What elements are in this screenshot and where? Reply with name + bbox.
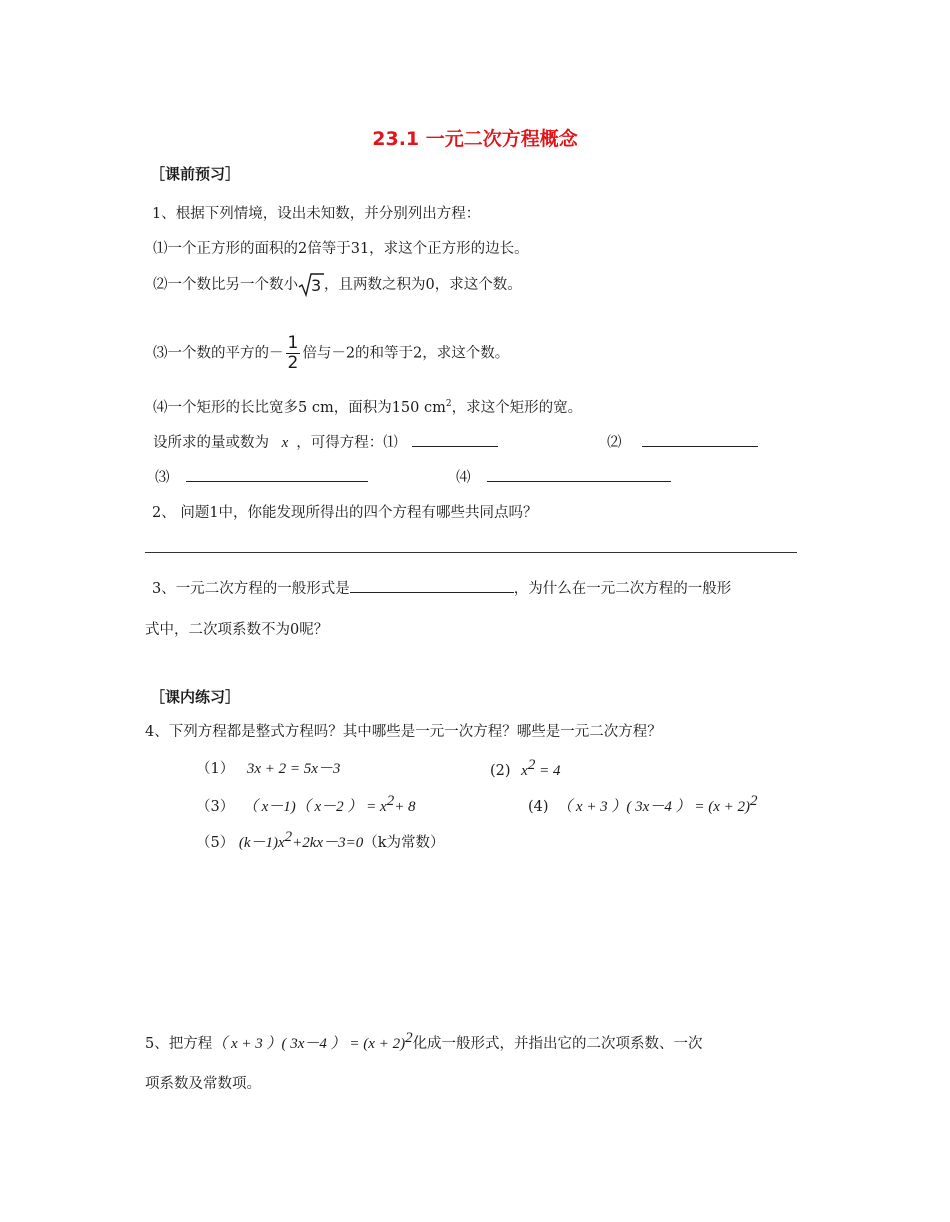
q4-eq-1-label: （1） — [196, 761, 235, 777]
sqrt-expression — [298, 272, 324, 298]
answer-label-2: ⑵ — [607, 435, 622, 451]
q1-item-4-text-a: ⑷一个矩形的长比宽多5 cm，面积为150 cm — [153, 400, 446, 416]
q4-intro: 4、下列方程都是整式方程吗？其中哪些是一元一次方程？哪些是一元二次方程？ — [145, 724, 662, 740]
answer-blank-3[interactable] — [186, 467, 368, 482]
q1-assume-variable: x — [281, 435, 289, 451]
q4-eq-2 — [490, 757, 560, 780]
q4-eq-3 — [196, 793, 416, 816]
q4-eq-1-expr: 3x + 2 = 5x－3 — [246, 761, 341, 777]
answer-line-q2[interactable] — [145, 552, 797, 553]
q4-eq-3-sup: 2 — [386, 793, 395, 809]
sqrt-radicand: 3 — [311, 276, 322, 295]
answer-label-4: ⑷ — [456, 470, 471, 486]
q4-eq-2-expr-b: = 4 — [535, 762, 561, 779]
q1-item-1: ⑴一个正方形的面积的2倍等于31，求这个正方形的边长。 — [153, 241, 529, 257]
fraction-denominator: 2 — [287, 353, 299, 373]
q4-eq-1 — [196, 757, 340, 778]
answer-blank-1[interactable] — [412, 432, 498, 447]
q4-eq-3-label: （3） — [196, 798, 235, 815]
fraction-half — [286, 334, 301, 373]
q1-item-2-text-b: ，且两数之积为0，求这个数。 — [324, 277, 522, 293]
q5-line-2: 项系数及常数项。 — [145, 1076, 261, 1092]
q1-answer-4 — [456, 466, 671, 487]
q3-line-1 — [152, 577, 731, 598]
q5-equation: （ x + 3 ）( 3x－4 ） = (x + 2) — [212, 1035, 406, 1052]
q4-eq-4-expr: （ x + 3 ）( 3x－4 ） = (x + 2) — [557, 798, 750, 815]
q1-answer-3 — [155, 466, 368, 487]
q4-eq-3-expr-b: + 8 — [394, 798, 416, 815]
q3-line-2: 式中，二次项系数不为0呢？ — [145, 622, 329, 638]
q1-intro: 1、根据下列情境，设出未知数，并分别列出方程： — [152, 206, 481, 222]
q4-eq-5 — [196, 829, 445, 852]
q4-eq-5-expr-a: (k－1)x — [238, 834, 285, 851]
q4-eq-5-expr-b: +2kx－3=0 — [292, 834, 364, 851]
q1-item-4-sup: 2 — [445, 399, 452, 410]
q1-assume-line — [153, 431, 498, 452]
section-heading-practice: ［课内练习］ — [150, 688, 241, 706]
q5-text-a: 5、把方程 — [145, 1035, 213, 1052]
q3-text-b: ，为什么在一元二次方程的一般形 — [513, 581, 732, 597]
q4-eq-2-expr-a: x — [521, 762, 528, 779]
q1-item-3 — [153, 334, 509, 373]
q4-eq-4-sup: 2 — [749, 793, 758, 809]
q4-eq-5-label: （5） — [196, 834, 235, 851]
q5-line-1 — [145, 1030, 703, 1053]
q2-text: 2、 问题1中，你能发现所得出的四个方程有哪些共同点吗？ — [152, 505, 538, 521]
q3-text-a: 3、一元二次方程的一般形式是 — [152, 581, 350, 597]
q1-answer-2 — [607, 431, 758, 452]
q5-equation-sup: 2 — [405, 1030, 413, 1046]
q1-item-2 — [153, 272, 522, 298]
answer-blank-q3[interactable] — [350, 578, 514, 593]
q4-eq-2-sup: 2 — [527, 757, 536, 773]
q4-eq-2-label: (2) — [490, 762, 511, 779]
q4-eq-5-sup: 2 — [284, 829, 293, 845]
fraction-numerator: 1 — [287, 333, 299, 353]
q1-item-4 — [153, 396, 582, 417]
q1-assume-text-a: 设所求的量或数为 — [153, 435, 269, 451]
q1-item-3-text-b: 倍与－2的和等于2，求这个数。 — [302, 345, 510, 362]
answer-blank-2[interactable] — [642, 432, 758, 447]
q1-item-2-text-a: ⑵一个数比另一个数小 — [153, 277, 298, 293]
answer-blank-4[interactable] — [487, 467, 671, 482]
q5-text-b: 化成一般形式，并指出它的二次项系数、一次 — [412, 1035, 703, 1052]
page-title: 23.1 一元二次方程概念 — [372, 128, 578, 150]
q1-item-4-text-b: ，求这个矩形的宽。 — [451, 400, 583, 416]
q4-eq-5-note: （k为常数） — [363, 834, 445, 851]
q4-eq-3-expr-a: （ x－1)（ x－2 ） = x — [242, 798, 387, 815]
q4-eq-4-label: (4) — [528, 798, 549, 815]
q1-assume-text-b: ，可得方程：⑴ — [296, 435, 398, 451]
section-heading-preview: ［课前预习］ — [150, 165, 241, 183]
q1-item-3-text-a: ⑶一个数的平方的－ — [153, 345, 284, 362]
answer-label-3: ⑶ — [155, 470, 170, 486]
q4-eq-4 — [528, 793, 757, 816]
